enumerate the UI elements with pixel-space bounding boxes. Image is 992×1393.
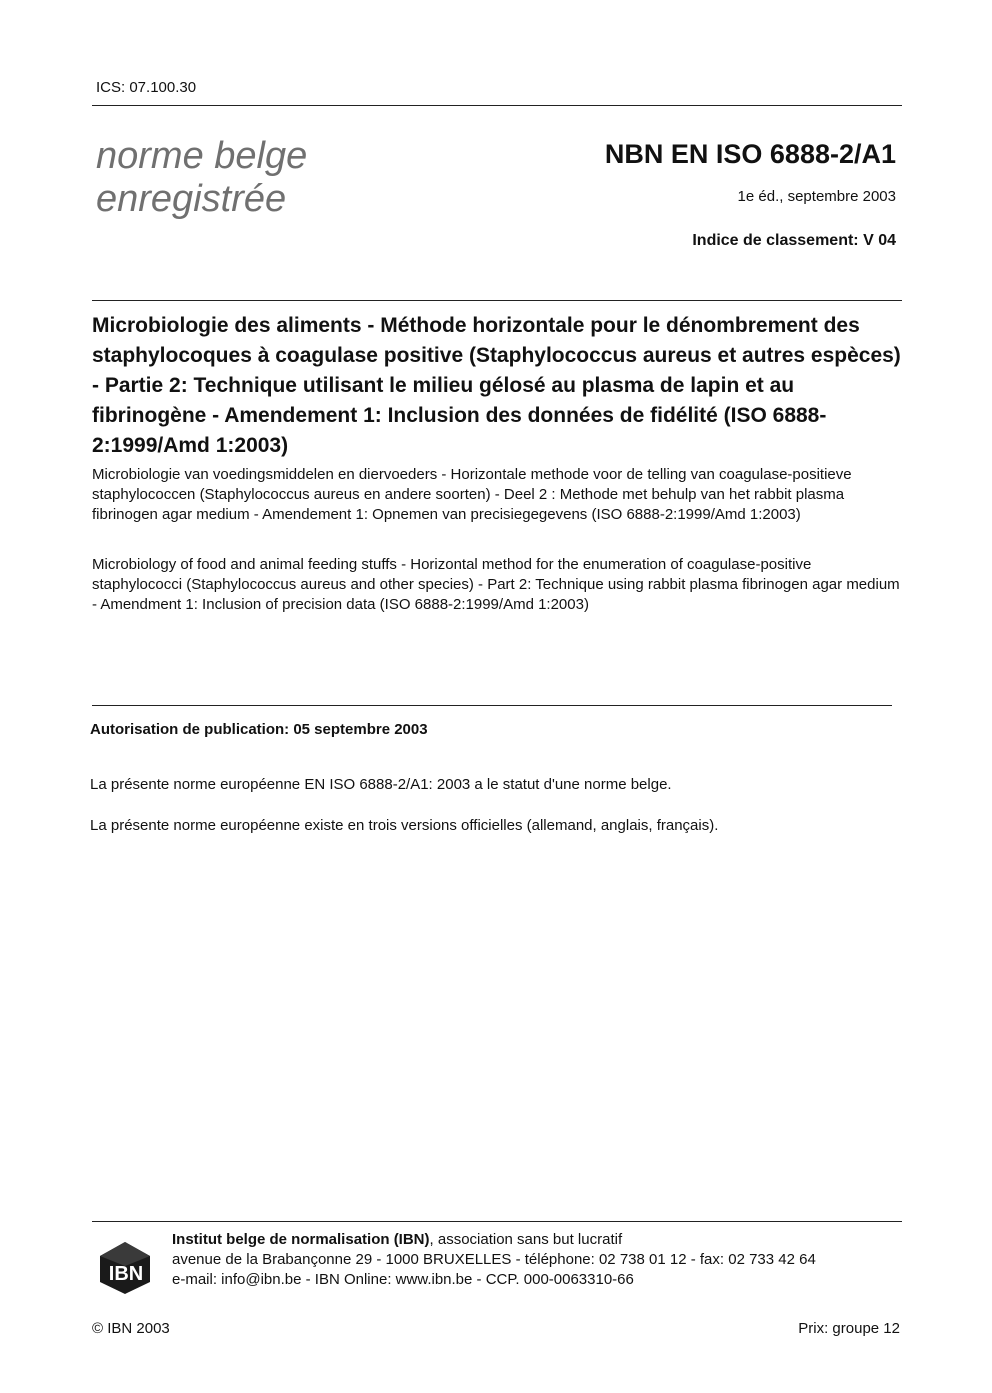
institute-address: avenue de la Brabançonne 29 - 1000 BRUXELLES - téléphone: 02 738 01 12 - fax: 02 733 42 64: [172, 1251, 816, 1268]
brand-line-2: enregistrée: [96, 178, 287, 220]
copyright: © IBN 2003: [92, 1320, 170, 1337]
title-divider: [92, 300, 902, 301]
institute-name: Institut belge de normalisation (IBN): [172, 1231, 430, 1248]
versions-paragraph: La présente norme européenne existe en trois versions officielles (allemand, anglais, français).: [90, 817, 719, 834]
institute-suffix: , association sans but lucratif: [429, 1231, 623, 1248]
title-french: Microbiologie des aliments - Méthode horizontale pour le dénombrement des staphylocoques à coagulase positive (Staphylococcus aureus et autres espèces) - Partie 2: Technique utilisant le milieu gélosé au plasma de lapin et au fibrinogène - Amendement 1: Inclusion des données de fidélité (ISO 6888-2:1999/Amd 1:2003): [92, 314, 901, 457]
ics-code: ICS: 07.100.30: [96, 79, 197, 96]
publication-authorisation: Autorisation de publication: 05 septembre 2003: [90, 721, 428, 738]
status-paragraph: La présente norme européenne EN ISO 6888-2/A1: 2003 a le statut d'une norme belge.: [90, 776, 672, 793]
edition-date: 1e éd., septembre 2003: [737, 188, 896, 205]
title-english: Microbiology of food and animal feeding stuffs - Horizontal method for the enumeration of coagulase-positive staphylococci (Staphylococcus aureus and other species) - Part 2: Technique using rabbit plasma fibrinogen agar medium - Amendment 1: Inclusion of precision data (ISO 6888-2:1999/Amd 1:2003): [92, 556, 900, 613]
footer-divider: [92, 1221, 902, 1222]
ibn-logo-icon: [96, 1236, 154, 1296]
body-divider: [92, 705, 892, 706]
top-divider: [92, 105, 902, 106]
classification-index: Indice de classement: V 04: [692, 232, 896, 249]
institute-info: [172, 1230, 816, 1290]
title-dutch: Microbiologie van voedingsmiddelen en diervoeders - Horizontale methode voor de telling van coagulase-positieve staphylococcen (Staphylococcus aureus en andere soorten) - Deel 2 : Methode met behulp van het rabbit plasma fibrinogen agar medium - Amendement 1: Opnemen van precisiegegevens (ISO 6888-2:1999/Amd 1:2003): [92, 466, 852, 523]
brand-title: [96, 135, 307, 221]
institute-contact: e-mail: info@ibn.be - IBN Online: www.ibn.be - CCP. 000-0063310-66: [172, 1271, 634, 1288]
brand-line-1: norme belge: [96, 135, 308, 177]
standard-number: NBN EN ISO 6888-2/A1: [604, 139, 896, 169]
logo-text: IBN: [108, 1263, 144, 1285]
price-group: Prix: groupe 12: [798, 1320, 900, 1337]
